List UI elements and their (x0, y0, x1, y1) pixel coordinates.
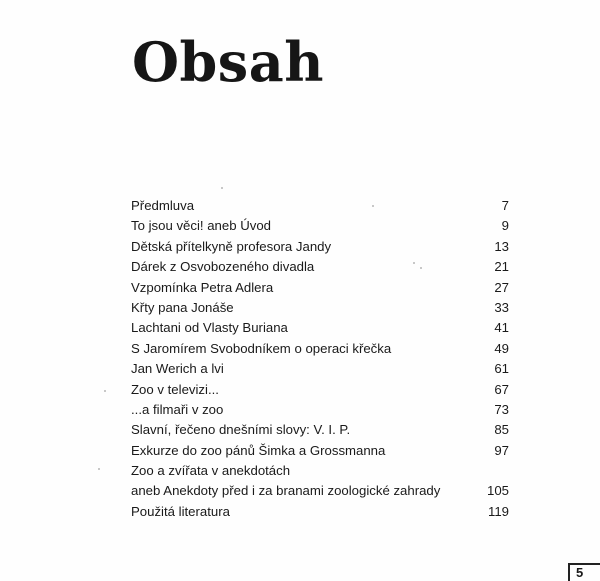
toc-entry-label: Jan Werich a lvi (131, 361, 224, 377)
toc-entry (131, 339, 509, 359)
toc-entry-label: Vzpomínka Petra Adlera (131, 279, 274, 295)
toc-entry (131, 216, 509, 236)
toc-entry (131, 420, 509, 440)
toc-entry-page: 7 (501, 198, 509, 213)
toc-entry-label: Slavní, řečeno dnešními slovy: V. I. P. (131, 422, 351, 438)
toc-entry (131, 359, 509, 379)
toc-entry-page: 61 (494, 361, 509, 377)
toc-entry-label: aneb Anekdoty před i za branami zoologické zahrady (131, 483, 441, 499)
table-of-contents (131, 196, 509, 522)
toc-entry-label: Předmluva (131, 198, 195, 213)
scan-speck (98, 468, 100, 470)
toc-entry-page: 119 (487, 503, 509, 519)
toc-entry-page: 13 (494, 238, 509, 254)
scan-speck (413, 262, 415, 264)
scan-speck (221, 187, 223, 189)
toc-entry-label: To jsou věci! aneb Úvod (131, 218, 272, 234)
toc-entry-page: 41 (494, 320, 509, 336)
toc-entry-page: 49 (494, 340, 509, 356)
toc-entry-page: 21 (494, 259, 509, 275)
toc-entry-page: 105 (486, 483, 509, 499)
toc-entry-page: 27 (494, 279, 509, 295)
toc-entry-label: S Jaromírem Svobodníkem o operaci křečka (131, 340, 392, 356)
toc-entry (131, 257, 509, 277)
toc-entry (131, 441, 509, 461)
toc-entry-page: 33 (494, 299, 509, 315)
toc-entry-label: ...a filmaři v zoo (131, 401, 224, 417)
scan-speck (104, 390, 106, 392)
toc-entry (131, 400, 509, 420)
toc-entry (131, 278, 509, 298)
toc-entry-label: Lachtani od Vlasty Buriana (131, 320, 288, 336)
toc-entry-label: Dárek z Osvobozeného divadla (131, 259, 315, 275)
page-title: Obsah (132, 30, 324, 94)
toc-entry-label: Křty pana Jonáše (131, 299, 234, 315)
toc-entry (131, 502, 509, 522)
page-number-badge: 5 (568, 563, 600, 581)
toc-entry-page: 85 (494, 422, 509, 438)
scan-speck (372, 205, 374, 207)
toc-entry-label: Dětská přítelkyně profesora Jandy (131, 238, 332, 254)
toc-entry (131, 298, 509, 318)
toc-entry-page: 67 (494, 381, 509, 397)
toc-entry (131, 481, 509, 501)
toc-entry (131, 380, 509, 400)
toc-entry-label: Zoo a zvířata v anekdotách (131, 463, 291, 479)
toc-entry (131, 461, 509, 481)
toc-entry-page: 97 (494, 442, 509, 458)
scan-speck (420, 267, 422, 269)
toc-entry-label: Zoo v televizi... (131, 381, 219, 397)
toc-entry-label: Exkurze do zoo pánů Šimka a Grossmanna (131, 442, 386, 458)
toc-entry-page: 9 (501, 218, 509, 234)
toc-entry (131, 237, 509, 257)
toc-entry (131, 196, 509, 216)
toc-entry-page: 73 (494, 401, 509, 417)
toc-entry (131, 318, 509, 338)
toc-entry-label: Použitá literatura (131, 503, 230, 519)
